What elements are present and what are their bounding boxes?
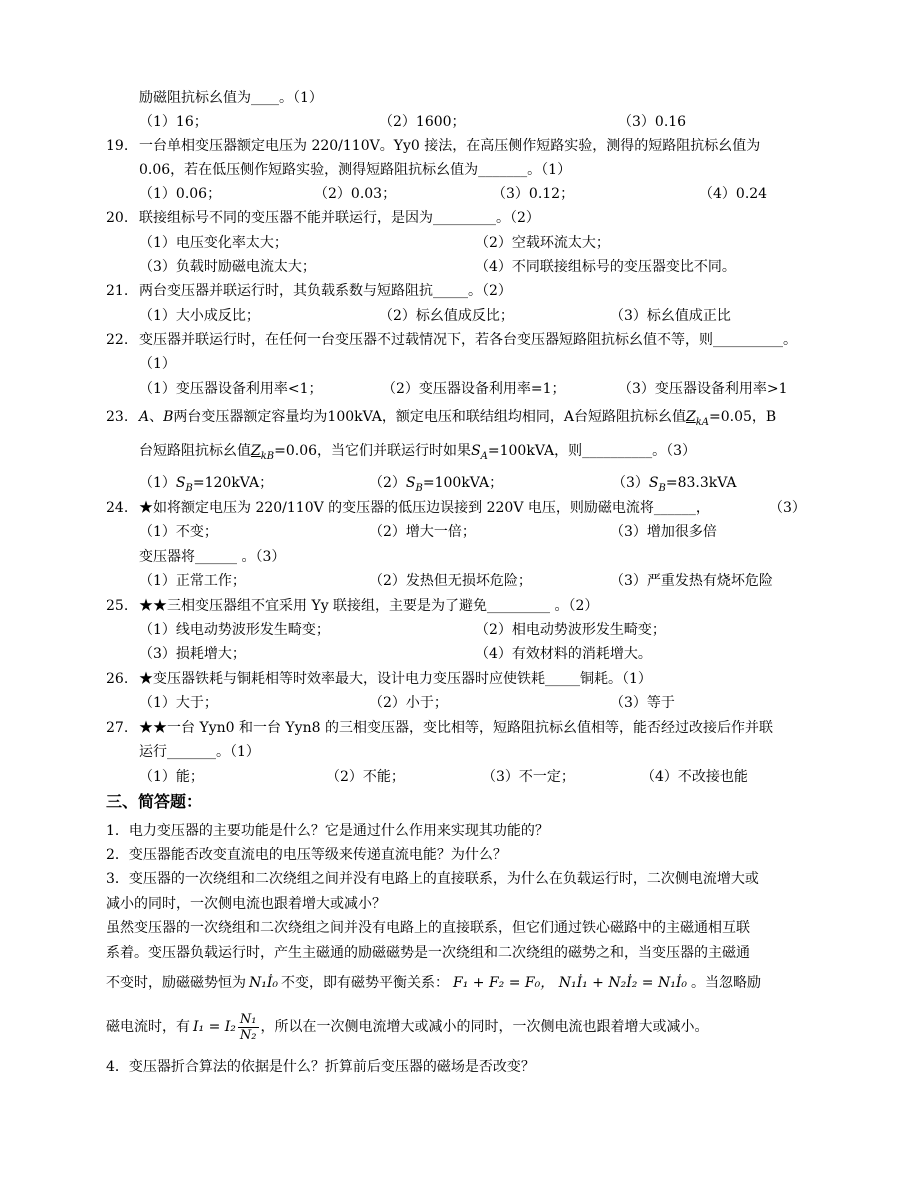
q21-line-1: 两台变压器并联运行时，其负载系数与短路阻抗_____。（2） — [139, 283, 512, 299]
q22-line-2: （1） — [139, 356, 176, 372]
q24-part2-option-1: （1）正常工作； — [139, 573, 246, 589]
fraction-numerator: N₁ — [239, 1011, 257, 1027]
q26-line-1: ★变压器铁耗与铜耗相等时效率最大，设计电力变压器时应使铁耗_____铜耗。（1） — [139, 671, 652, 687]
q23-option-2-value: =100kVA； — [422, 475, 504, 491]
q23-option-2-sub: B — [415, 483, 423, 494]
q24-part2-option-3: （3）严重发热有烧坏危险 — [610, 573, 773, 589]
q23-option-2 — [369, 474, 503, 494]
fraction-denominator: N₂ — [239, 1027, 257, 1043]
q23-option-3-label: （3） — [612, 475, 649, 491]
q23-option-1-symbol: S — [175, 475, 186, 491]
q24-option-2: （2）增大一倍； — [369, 524, 476, 540]
answer-line-3-text-b: 不变，即有磁势平衡关系： — [281, 975, 450, 991]
short-answer-3-answer-line-3 — [106, 974, 761, 992]
equation-current-ratio: I₁ = I₂ — [193, 1019, 236, 1035]
q27-line-2: 运行_______。（1） — [139, 744, 260, 760]
q20-option-1: （1）电压变化率太大； — [139, 235, 288, 251]
q22-line-1: 变压器并联运行时，在任何一台变压器不过载情况下，若各台变压器短路阻抗标幺值不等，则__________。 — [139, 332, 797, 348]
q20-option-2: （2）空载环流太大； — [475, 235, 610, 251]
q23-option-3-value: =83.3kVA — [665, 475, 737, 491]
q23-transformer-a: A — [139, 409, 150, 425]
q23-line-2-end: =100kVA，则__________。（3） — [487, 443, 697, 459]
q24-line-2: 变压器将______ 。（3） — [139, 549, 286, 565]
section-title: 三、简答题： — [106, 792, 203, 811]
q23-option-2-label: （2） — [369, 475, 406, 491]
equation-mmf-balance: F₁ + F₂ = F₀， N₁İ₁ + N₂İ₂ = N₁İ₀ — [453, 975, 687, 991]
q22-option-2: （2）变压器设备利用率=1； — [382, 381, 566, 397]
q24-option-3: （3）增加很多倍 — [610, 524, 717, 540]
q26-option-3: （3）等于 — [610, 695, 675, 711]
short-answer-4: 4．变压器折合算法的依据是什么？折算前后变压器的磁场是否改变？ — [106, 1059, 535, 1075]
q25-option-3: （3）损耗增大； — [139, 646, 246, 662]
q24-part2-option-2: （2）发热但无损坏危险； — [369, 573, 532, 589]
q23-option-3-symbol: S — [648, 475, 659, 491]
q23-option-1 — [139, 474, 273, 494]
q23-line-1 — [139, 408, 776, 428]
q23-z-symbol-b: Z — [251, 443, 261, 459]
answer-line-3-text-c: 。当忽略励 — [690, 975, 761, 991]
q19-number: 19. — [106, 138, 129, 154]
q23-option-1-value: =120kVA； — [192, 475, 274, 491]
q25-line-1: ★★三相变压器组不宜采用 Yy 联接组，主要是为了避免_________ 。（2） — [139, 598, 599, 614]
q25-option-1: （1）线电动势波形发生畸变； — [139, 622, 330, 638]
q27-option-4: （4）不改接也能 — [641, 769, 748, 785]
q19-option-1: （1）0.06； — [139, 186, 222, 202]
q23-option-3-sub: B — [658, 483, 666, 494]
q22-option-1: （1）变压器设备利用率<1； — [139, 381, 323, 397]
short-answer-3-answer-line-4 — [106, 1010, 709, 1044]
q23-z-symbol-a: Z — [686, 409, 696, 425]
q23-z-sub-a: kA — [695, 417, 710, 428]
q21-option-3: （3）标幺值成正比 — [610, 308, 731, 324]
q21-option-2: （2）标幺值成反比； — [379, 308, 514, 324]
answer-line-4-text-a: 磁电流时，有 — [106, 1019, 190, 1035]
q27-number: 27. — [106, 720, 129, 736]
q27-line-1: ★★一台 Yyn0 和一台 Yyn8 的三相变压器，变比相等，短路阻抗标幺值相等，能否经过改接后作并联 — [139, 720, 773, 736]
q20-option-3: （3）负载时励磁电流太大； — [139, 259, 316, 275]
q23-option-2-symbol: S — [405, 475, 416, 491]
q22-number: 22. — [106, 332, 129, 348]
q21-number: 21. — [106, 283, 129, 299]
q20-option-4: （4）不同联接组标号的变压器变比不同。 — [475, 259, 736, 275]
q23-sa-symbol: S — [471, 443, 481, 459]
equation-turns-fraction — [238, 1012, 259, 1043]
q25-option-2: （2）相电动势波形发生畸变； — [475, 622, 666, 638]
q26-number: 26. — [106, 671, 129, 687]
q18-continuation: 励磁阻抗标幺值为____。（1） — [139, 90, 323, 106]
short-answer-3-question-line-1: 3．变压器的一次绕组和二次绕组之间并没有电路上的直接联系，为什么在负载运行时，二次侧电流增大或 — [106, 871, 759, 887]
q23-option-1-label: （1） — [139, 475, 176, 491]
short-answer-3-question-line-2: 减小的同时，一次侧电流也跟着增大或减小？ — [106, 896, 386, 912]
q23-separator: 、 — [149, 409, 164, 425]
q18-option-2: （2）1600； — [379, 114, 466, 130]
equation-excitation-mmf: N₁İ₀ — [249, 975, 279, 991]
q27-option-2: （2）不能； — [326, 769, 405, 785]
q18-option-1: （1）16； — [139, 114, 208, 130]
q22-option-3: （3）变压器设备利用率>1 — [618, 381, 788, 397]
q25-number: 25. — [106, 598, 129, 614]
q20-line-1: 联接组标号不同的变压器不能并联运行，是因为_________。（2） — [139, 210, 540, 226]
q26-option-1: （1）大于； — [139, 695, 218, 711]
q23-option-3 — [612, 474, 737, 494]
q24-line-1: ★如将额定电压为 220/110V 的变压器的低压边误接到 220V 电压，则励磁电流将______， — [139, 500, 710, 516]
q27-option-1: （1）能； — [139, 769, 204, 785]
q23-z-sub-b: kB — [260, 451, 275, 462]
q23-transformer-b: B — [163, 409, 174, 425]
q18-option-3: （3）0.16 — [618, 114, 687, 130]
q25-option-4: （4）有效材料的消耗增大。 — [475, 646, 652, 662]
q23-number: 23. — [106, 409, 129, 425]
q23-line-2-text: 台短路阻抗标幺值 — [139, 443, 251, 459]
q23-option-1-sub: B — [185, 483, 193, 494]
q19-option-3: （3）0.12； — [492, 186, 575, 202]
short-answer-1: 1．电力变压器的主要功能是什么？它是通过什么作用来实现其功能的？ — [106, 823, 549, 839]
answer-line-3-text-a: 不变时，励磁磁势恒为 — [106, 975, 246, 991]
q23-line-2 — [139, 442, 696, 462]
q24-option-1: （1）不变； — [139, 524, 218, 540]
short-answer-3-answer-line-2: 系着。变压器负载运行时，产生主磁通的励磁磁势是一次绕组和二次绕组的磁势之和，当变压器的主磁通 — [106, 945, 750, 961]
q20-number: 20. — [106, 210, 129, 226]
q19-line-1: 一台单相变压器额定电压为 220/110V。Yy0 接法，在高压侧作短路实验，测得的短路阻抗标幺值为 — [139, 138, 761, 154]
q23-line-1-end: =0.05，B — [709, 409, 777, 425]
q19-option-2: （2）0.03； — [314, 186, 397, 202]
short-answer-2: 2．变压器能否改变直流电的电压等级来传递直流电能？为什么？ — [106, 847, 507, 863]
q24-number: 24. — [106, 500, 129, 516]
q19-line-2: 0.06，若在低压侧作短路实验，测得短路阻抗标幺值为_______。（1） — [139, 162, 572, 178]
q23-line-2-mid: =0.06，当它们并联运行时如果 — [274, 443, 472, 459]
q23-line-1-text: 两台变压器额定容量均为100kVA，额定电压和联结组均相同，A台短路阻抗标幺值 — [173, 409, 687, 425]
answer-line-4-text-b: ，所以在一次侧电流增大或减小的同时，一次侧电流也跟着增大或减小。 — [260, 1019, 709, 1035]
q26-option-2: （2）小于； — [369, 695, 448, 711]
q23-sa-sub: A — [480, 451, 488, 462]
q27-option-3: （3）不一定； — [482, 769, 575, 785]
q21-option-1: （1）大小成反比； — [139, 308, 260, 324]
short-answer-3-answer-line-1: 虽然变压器的一次绕组和二次绕组之间并没有电路上的直接联系，但它们通过铁心磁路中的主磁通相互联 — [106, 920, 750, 936]
q19-option-4: （4）0.24 — [699, 186, 768, 202]
q24-line-1-answer: （3） — [769, 500, 806, 516]
